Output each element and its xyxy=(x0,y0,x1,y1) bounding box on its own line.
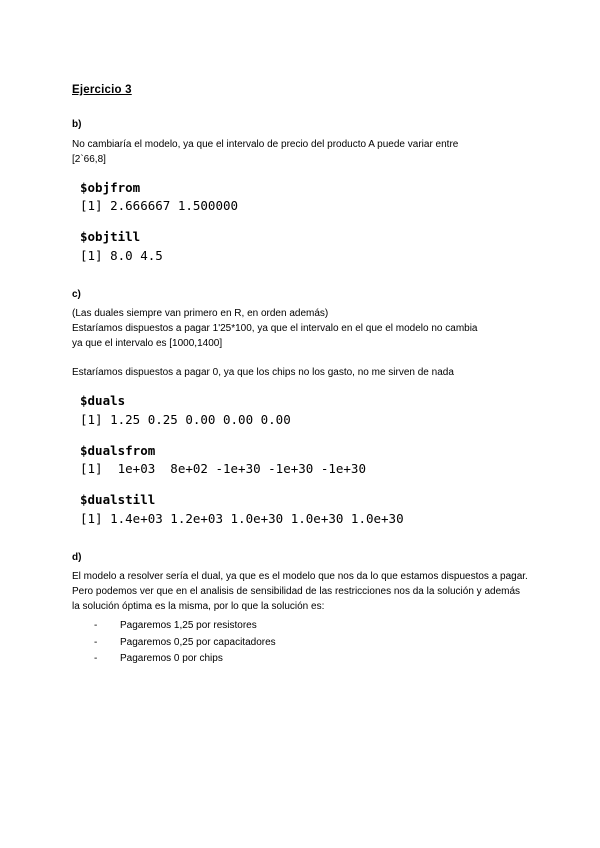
page-title: Ejercicio 3 xyxy=(72,84,132,96)
section-b-paragraph-1: No cambiaría el modelo, ya que el intervalo de precio del producto A puede variar entre xyxy=(72,138,459,150)
section-label-d: d) xyxy=(72,551,82,563)
section-label-c: c) xyxy=(72,288,81,300)
spacer-after-objtill xyxy=(72,266,530,288)
section-c-paragraph-1: (Las duales siempre van primero en R, en orden además) xyxy=(72,308,329,319)
section-d-paragraph-1: El modelo a resolver sería el dual, ya que es el modelo que nos da lo que estamos dispuestos a pagar. Pero podemos ver que en el analisis de sensibilidad de las restricciones nos da la solución y además la solución óptima es la misma, por lo que la solución es: xyxy=(72,571,528,612)
section-c-paragraph-2: Estaríamos dispuestos a pagar 1'25*100, ya que el intervalo en el que el modelo no cambia xyxy=(72,323,478,334)
list-item-label: Pagaremos 1,25 por resistores xyxy=(120,620,257,631)
code-block-dualstill xyxy=(72,491,530,529)
code-block-dualsfrom xyxy=(72,442,530,480)
section-d-bullet-list xyxy=(72,618,530,668)
section-b-paragraph-2: [2`66,8] xyxy=(72,153,106,165)
code-head-dualstill: $dualstill xyxy=(80,492,156,507)
list-item xyxy=(94,635,530,652)
spacer-mid-section-c xyxy=(72,355,530,365)
list-item xyxy=(94,618,530,635)
list-item-label: Pagaremos 0 por chips xyxy=(120,653,223,664)
code-block-objfrom xyxy=(72,179,530,217)
code-line-dualsfrom: [1] 1e+03 8e+02 -1e+30 -1e+30 -1e+30 xyxy=(80,461,366,477)
code-block-objtill xyxy=(72,228,530,266)
section-label-b: b) xyxy=(72,119,82,130)
code-line-objfrom: [1] 2.666667 1.500000 xyxy=(80,198,239,214)
section-c-paragraph-3: ya que el intervalo es [1000,1400] xyxy=(72,338,223,349)
code-line-duals: [1] 1.25 0.25 0.00 0.00 0.00 xyxy=(80,411,291,427)
dash-bullet-icon: - xyxy=(94,653,98,664)
list-item xyxy=(94,651,530,668)
dash-bullet-icon: - xyxy=(94,636,98,648)
code-line-objtill: [1] 8.0 4.5 xyxy=(80,247,163,263)
code-head-dualsfrom: $dualsfrom xyxy=(80,442,156,458)
list-item-label: Pagaremos 0,25 por capacitadores xyxy=(120,636,276,648)
code-block-duals xyxy=(72,392,530,430)
section-c-paragraph-4: Estaríamos dispuestos a pagar 0, ya que los chips no los gasto, no me sirven de nada xyxy=(72,367,454,378)
code-line-dualstill: [1] 1.4e+03 1.2e+03 1.0e+30 1.0e+30 1.0e+30 xyxy=(80,510,404,526)
code-head-objfrom: $objfrom xyxy=(80,179,141,195)
dash-bullet-icon: - xyxy=(94,620,98,631)
code-head-objtill: $objtill xyxy=(80,229,141,244)
spacer-after-dualstill xyxy=(72,529,530,551)
code-head-duals: $duals xyxy=(80,393,126,408)
